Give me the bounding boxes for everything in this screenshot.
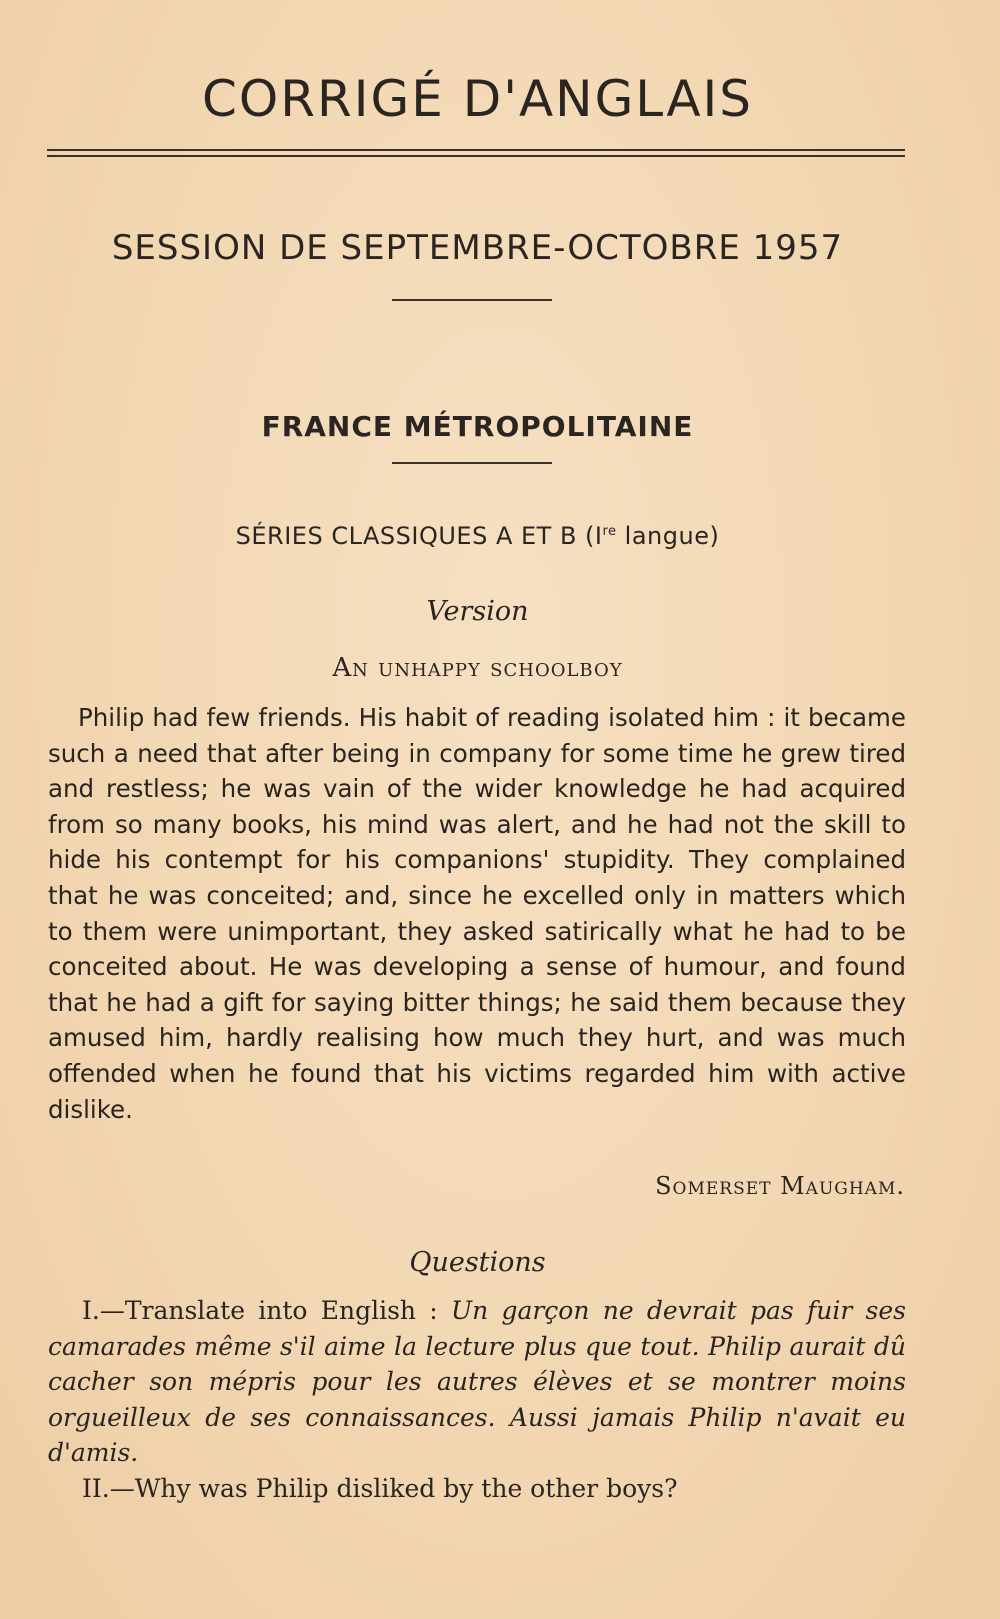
- session-divider: [392, 299, 552, 301]
- series-main: SÉRIES CLASSIQUES A ET B (I: [235, 522, 603, 550]
- questions-label: Questions: [409, 1247, 546, 1278]
- title-double-rule: [47, 149, 905, 157]
- series-superscript: re: [602, 524, 617, 539]
- passage-text: [48, 700, 906, 1127]
- questions-list: [48, 1293, 906, 1507]
- question-1: [48, 1293, 906, 1471]
- passage-author: Somerset Maugham.: [655, 1172, 905, 1200]
- question-1-french: Un garçon ne devrait pas fuir ses camarades même s'il aime la lecture plus que tout. Philip aurait dû cacher son mépris pour les autres élèves et se montrer moins orgueilleux de ses connaissances. Aussi jamais Philip n'avait eu d'amis.: [48, 1296, 906, 1468]
- question-1-prefix: I.—Translate into English :: [82, 1296, 451, 1325]
- series-tail: langue): [616, 522, 720, 550]
- session-heading: SESSION DE SEPTEMBRE-OCTOBRE 1957: [111, 228, 844, 268]
- page-title: CORRIGÉ D'ANGLAIS: [201, 70, 754, 128]
- region-heading: FRANCE MÉTROPOLITAINE: [261, 410, 694, 443]
- passage-heading: An unhappy schoolboy: [332, 653, 623, 683]
- series-heading: [0, 522, 955, 550]
- region-divider: [392, 462, 552, 464]
- question-2: II.—Why was Philip disliked by the other boys?: [82, 1473, 678, 1503]
- version-label: Version: [426, 596, 529, 627]
- passage-paragraph: Philip had few friends. His habit of reading isolated him : it became such a need that after being in company for some time he grew tired and restless; he was vain of the wider knowledge he had acquired from so many books, his mind was alert, and he had not the skill to hide his contempt for his companions' stupidity. They complained that he was conceited; and, since he excelled only in matters which to them were unimportant, they asked satirically what he had to be conceited about. He was developing a sense of humour, and found that he had a gift for saying bitter things; he said them because they amused him, hardly realising how much they hurt, and was much offended when he found that his victims regarded him with active dislike.: [48, 703, 906, 1124]
